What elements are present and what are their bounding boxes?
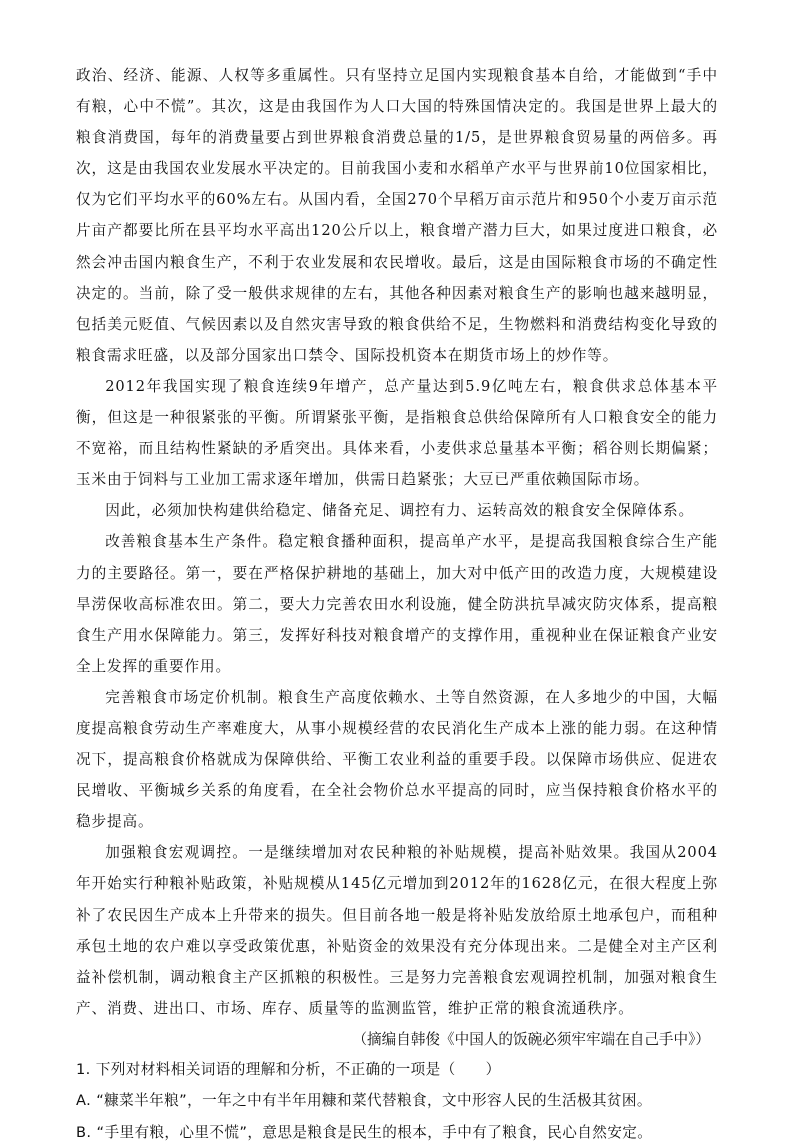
question-option-b: B. “手里有粮，心里不慌”，意思是粮食是民生的根本，手中有了粮食，民心自然安定。 [76, 1123, 653, 1141]
article-paragraph-1: 政治、经济、能源、人权等多重属性。只有坚持立足国内实现粮食基本自给，才能做到“手中有粮，心中不慌”。其次，这是由我国作为人口大国的特殊国情决定的。我国是世界上最大的粮食消费国，每年的消费量要占到世界粮食消费总量的1/5，是世界粮食贸易量的两倍多。再次，这是由我国农业发展水平决定的。目前我国小麦和水稻单产水平与世界前10位国家相比，仅为它们平均水平的60%左右。从国内看，全国270个早稻万亩示范片和950个小麦万亩示范片亩产都要比所在县平均水平高出120公斤以上，粮食增产潜力巨大，如果过度进口粮食，必然会冲击国内粮食生产，不利于农业发展和农民增收。最后，这是由国际粮食市场的不确定性决定的。当前，除了受一般供求规律的左右，其他各种因素对粮食生产的影响也越来越明显，包括美元贬值、气候因素以及自然灾害导致的粮食供给不足，生物燃料和消费结构变化导致的粮食需求旺盛，以及部分国家出口禁令、国际投机资本在期货市场上的炒作等。 [76, 67, 718, 364]
article-body [76, 60, 718, 1024]
article-paragraph-5: 完善粮食市场定价机制。粮食生产高度依赖水、土等自然资源，在人多地少的中国，大幅度提高粮食劳动生产率难度大，从事小规模经营的农民消化生产成本上涨的能力弱。在这种情况下，提高粮食价格就成为保障供给、平衡工农业利益的重要手段。以保障市场供应、促进农民增收、平衡城乡关系的角度看，在全社会物价总水平提高的同时，应当保持粮食价格水平的稳步提高。 [76, 688, 718, 831]
article-paragraph-6: 加强粮食宏观调控。一是继续增加对农民种粮的补贴规模，提高补贴效果。我国从2004年开始实行种粮补贴政策，补贴规模从145亿元增加到2012年的1628亿元，在很大程度上弥补了农民因生产成本上升带来的损失。但目前各地一般是将补贴发放给原土地承包户，而租种承包土地的农户难以享受政策优惠，补贴资金的效果没有充分体现出来。二是健全对主产区利益补偿机制，调动粮食主产区抓粮的积极性。三是努力完善粮食宏观调控机制，加强对粮食生产、消费、进出口、市场、库存、质量等的监测监管，维护正常的粮食流通秩序。 [76, 844, 718, 1017]
question-block [76, 1055, 718, 1148]
article-source: （摘编自韩俊《中国人的饭碗必须牢牢端在自己手中》） [352, 1030, 710, 1048]
question-stem: 1. 下列对材料相关词语的理解和分析，不正确的一项是（ ） [76, 1060, 501, 1078]
article-paragraph-3: 因此，必须加快构建供给稳定、储备充足、调控有力、运转高效的粮食安全保障体系。 [105, 502, 694, 520]
page-content [76, 60, 718, 1148]
article-paragraph-4: 改善粮食基本生产条件。稳定粮食播种面积，提高单产水平，是提高我国粮食综合生产能力的主要路径。第一，要在严格保护耕地的基础上，加大对中低产田的改造力度，大规模建设旱涝保收高标准农田。第二，要大力完善农田水利设施，健全防洪抗旱减灾防灾体系，提高粮食生产用水保障能力。第三，发挥好科技对粮食增产的支撑作用，重视种业在保证粮食产业安全上发挥的重要作用。 [76, 533, 718, 675]
question-option-a: A. “糠菜半年粮”，一年之中有半年用糠和菜代替粮食，文中形容人民的生活极其贫困。 [76, 1092, 652, 1110]
article-paragraph-2: 2012年我国实现了粮食连续9年增产，总产量达到5.9亿吨左右，粮食供求总体基本平衡，但这是一种很紧张的平衡。所谓紧张平衡，是指粮食总供给保障所有人口粮食安全的能力不宽裕，而且结构性紧缺的矛盾突出。具体来看，小麦供求总量基本平衡；稻谷则长期偏紧；玉米由于饲料与工业加工需求逐年增加，供需日趋紧张；大豆已严重依赖国际市场。 [76, 377, 718, 489]
